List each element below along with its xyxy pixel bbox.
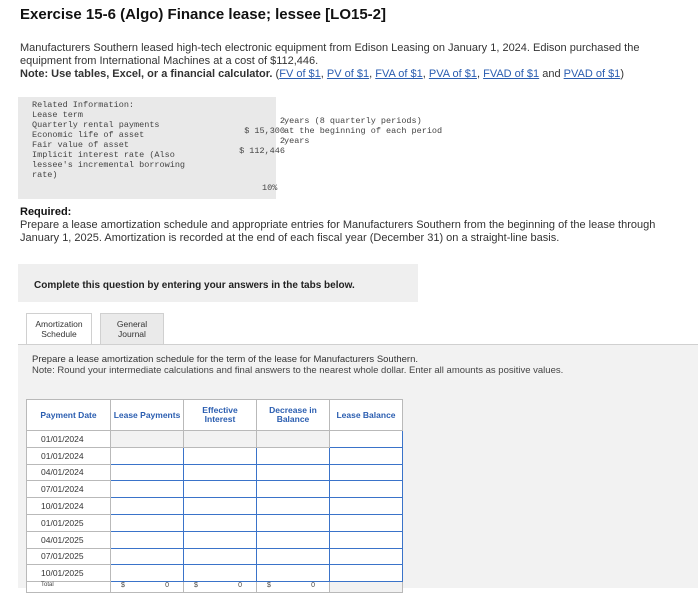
table-row (27, 498, 403, 515)
empty-cell (111, 431, 184, 448)
value-fair-value: $ 112,446 (239, 146, 285, 156)
tab-general-journal[interactable] (100, 313, 164, 345)
effective-interest-input[interactable] (184, 447, 257, 464)
related-labels (32, 100, 185, 180)
intro-paragraph: Manufacturers Southern leased high-tech electronic equipment from Edison Leasing on January 1, 2024. Edison purchased the equipment from International Machines at a cost of $112,446. (20, 42, 640, 67)
decrease-balance-input[interactable] (257, 548, 330, 565)
table-row (27, 548, 403, 565)
label-quarterly-payments: Quarterly rental payments (32, 120, 160, 130)
required-text: Prepare a lease amortization schedule and appropriate entries for Manufacturers Southern from the beginning of the lease through January 1, 2025. Amortization is recorded at the end of each fiscal year (December 31) on a straight-line basis. (20, 219, 656, 244)
fvad-link[interactable]: FVAD of $1 (483, 68, 540, 80)
pva-link[interactable]: PVA of $1 (428, 68, 477, 80)
related-values (220, 116, 285, 156)
effective-interest-input[interactable] (184, 531, 257, 548)
total-effective-interest (184, 582, 257, 593)
lease-payment-input[interactable] (111, 565, 184, 582)
lease-balance-input[interactable] (330, 464, 403, 481)
value-economic-life: 2 (279, 136, 285, 146)
unit-quarterly-payment: at the beginning of each period (284, 126, 443, 136)
decrease-balance-input[interactable] (257, 498, 330, 515)
empty-cell (330, 582, 403, 593)
fva-link[interactable]: FVA of $1 (375, 68, 423, 80)
currency-symbol: $ (194, 582, 198, 590)
effective-interest-input[interactable] (184, 498, 257, 515)
note-label: Note: Use tables, Excel, or a financial calculator. (20, 68, 273, 80)
related-units (284, 116, 442, 146)
total-row (27, 582, 403, 593)
sep: , (422, 68, 429, 80)
table-row (27, 481, 403, 498)
paren-close: ) (620, 68, 624, 80)
payment-date-cell: 01/01/2024 (27, 447, 111, 464)
total-value: 0 (238, 582, 242, 590)
exercise-title: Exercise 15-6 (Algo) Finance lease; lessee [LO15-2] (20, 6, 386, 23)
schedule-instructions (32, 354, 632, 376)
lease-payment-input[interactable] (111, 531, 184, 548)
header-effective-interest: Effective Interest (184, 400, 257, 431)
tab-amortization-schedule[interactable] (26, 313, 92, 345)
total-decrease-balance (257, 582, 330, 593)
effective-interest-input[interactable] (184, 481, 257, 498)
instruction-line: Prepare a lease amortization schedule for the term of the lease for Manufacturers Southern. (32, 354, 419, 365)
effective-interest-input[interactable] (184, 464, 257, 481)
lease-balance-input[interactable] (330, 481, 403, 498)
header-lease-payments: Lease Payments (111, 400, 184, 431)
pv-link[interactable]: PV of $1 (326, 68, 370, 80)
tab-label: Amortization Schedule (35, 319, 83, 339)
pvad-link[interactable]: PVAD of $1 (563, 68, 621, 80)
payment-date-cell: 04/01/2025 (27, 531, 111, 548)
payment-date-cell: 07/01/2024 (27, 481, 111, 498)
decrease-balance-input[interactable] (257, 565, 330, 582)
lease-balance-input[interactable] (330, 498, 403, 515)
table-row (27, 531, 403, 548)
currency-symbol: $ (267, 582, 271, 590)
decrease-balance-input[interactable] (257, 531, 330, 548)
lease-payment-input[interactable] (111, 514, 184, 531)
sep: , (369, 68, 376, 80)
required-section (20, 206, 695, 245)
payment-date-cell: 10/01/2025 (27, 565, 111, 582)
required-label: Required: (20, 206, 72, 218)
and-text: and (542, 68, 561, 80)
lease-payment-input[interactable] (111, 548, 184, 565)
lease-balance-input[interactable] (330, 514, 403, 531)
table-row (27, 565, 403, 582)
banner-text: Complete this question by entering your answers in the tabs below. (34, 280, 355, 291)
unit-lease-term: years (8 quarterly periods) (284, 116, 422, 126)
decrease-balance-input[interactable] (257, 481, 330, 498)
empty-cell (257, 431, 330, 448)
lease-balance-input[interactable] (330, 548, 403, 565)
amortization-table (26, 399, 403, 593)
header-payment-date: Payment Date (27, 400, 111, 431)
payment-date-cell: 04/01/2024 (27, 464, 111, 481)
header-decrease-balance: Decrease in Balance (257, 400, 330, 431)
value-quarterly-payment: $ 15,300 (244, 126, 285, 136)
paren-open: ( (275, 68, 280, 80)
decrease-balance-input[interactable] (257, 464, 330, 481)
lease-payment-input[interactable] (111, 498, 184, 515)
payment-date-cell: 01/01/2024 (27, 431, 111, 448)
table-row (27, 464, 403, 481)
label-economic-life: Economic life of asset (32, 130, 145, 140)
label-implicit-rate: Implicit interest rate (Also (32, 150, 175, 160)
lease-payment-input[interactable] (111, 464, 184, 481)
payment-date-cell: 07/01/2025 (27, 548, 111, 565)
sep: , (476, 68, 484, 80)
label-lease-term: Lease term (32, 110, 84, 120)
value-lease-term: 2 (279, 116, 285, 126)
decrease-balance-input[interactable] (257, 514, 330, 531)
total-lease-payments (111, 582, 184, 593)
payment-date-cell: 10/01/2024 (27, 498, 111, 515)
label-rate-end: rate) (32, 170, 58, 180)
effective-interest-input[interactable] (184, 548, 257, 565)
table-header-row (27, 400, 403, 431)
tab-label: General Journal (116, 319, 148, 339)
table-row (27, 447, 403, 464)
table-row (27, 514, 403, 531)
total-value: 0 (165, 582, 169, 590)
value-interest-rate: 10% (262, 183, 278, 193)
empty-cell (184, 431, 257, 448)
table-row (27, 431, 403, 448)
rounding-note: Note: Round your intermediate calculations and final answers to the nearest whole dollar. Enter all amounts as positive values. (32, 365, 564, 376)
lease-payment-input[interactable] (111, 481, 184, 498)
payment-date-cell: 01/01/2025 (27, 514, 111, 531)
effective-interest-input[interactable] (184, 514, 257, 531)
lease-balance-input[interactable] (330, 447, 403, 464)
instructions-banner (18, 264, 418, 302)
lease-balance-input[interactable] (330, 565, 403, 582)
lease-balance-input[interactable] (330, 431, 403, 448)
currency-symbol: $ (121, 582, 125, 590)
related-heading: Related Information: (32, 100, 135, 110)
total-label: Total (27, 582, 111, 593)
sep: , (320, 68, 327, 80)
header-lease-balance: Lease Balance (330, 400, 403, 431)
total-value: 0 (311, 582, 315, 590)
fv-link[interactable]: FV of $1 (279, 68, 321, 80)
label-borrowing-rate: lessee's incremental borrowing (32, 160, 186, 170)
effective-interest-input[interactable] (184, 565, 257, 582)
lease-payment-input[interactable] (111, 447, 184, 464)
decrease-balance-input[interactable] (257, 447, 330, 464)
lease-balance-input[interactable] (330, 531, 403, 548)
label-fair-value: Fair value of asset (32, 140, 129, 150)
unit-economic-life: years (284, 136, 310, 146)
intro-text (20, 42, 685, 81)
